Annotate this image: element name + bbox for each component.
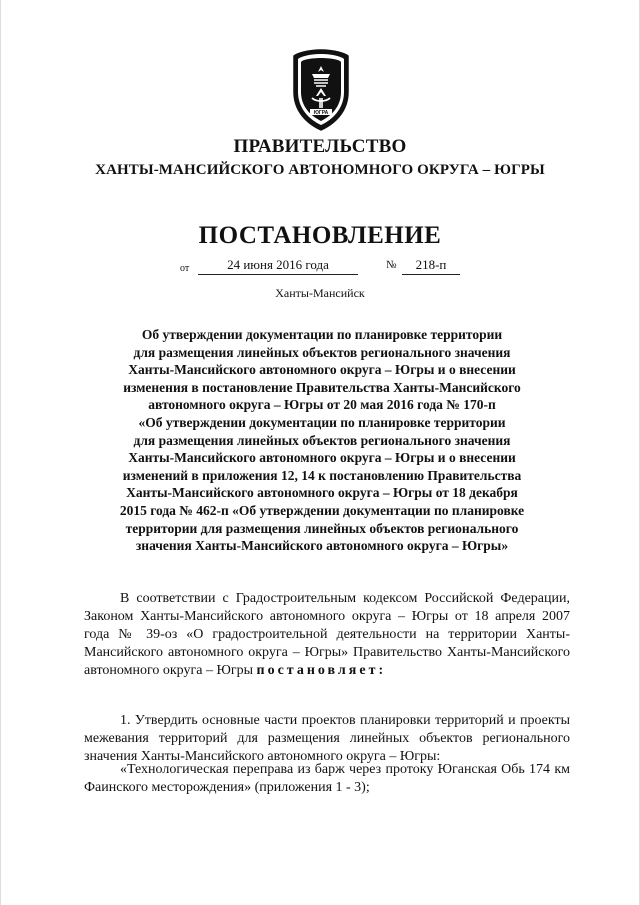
heading-line: изменений в приложения 12, 14 к постановлению Правительства (122, 467, 522, 483)
document-date: 24 июня 2016 года (198, 257, 358, 275)
document-number: 218-п (402, 257, 460, 275)
preamble-text: В соответствии с Градостроительным кодексом Российской Федерации, Законом Ханты-Мансийского автономного округа – Югры от 18 апреля 2007 года № 39-оз «О градостроительной деятельности на территории Ханты-Мансийского автономного округа – Югры» Правительство Ханты-Мансийского автономного округа – Югры (84, 591, 570, 678)
preamble-paragraph (84, 590, 570, 680)
heading-line: значения Ханты-Мансийского автономного округа – Югры» (135, 538, 509, 554)
document-city: Ханты-Мансийск (275, 286, 365, 300)
heading-line: изменения в постановление Правительства Ханты-Мансийского (123, 379, 521, 395)
clause-1-paragraph: 1. Утвердить основные части проектов планировки территорий и проекты межевания территорий для размещения линейных объектов регионального значения Ханты-Мансийского автономного округа – Югры: (84, 713, 570, 764)
emblem-text: ЮГРА (313, 110, 329, 116)
number-label: № (386, 259, 397, 271)
heading-line: для размещения линейных объектов регионального значения (133, 432, 511, 448)
document-heading (80, 326, 564, 555)
government-subtitle: ХАНТЫ-МАНСИЙСКОГО АВТОНОМНОГО ОКРУГА – ЮГРЫ (95, 162, 545, 178)
heading-line: Ханты-Мансийского автономного округа – Югры и о внесении (128, 450, 516, 466)
decree-word: постановляет: (256, 663, 387, 678)
heading-line: Ханты-Мансийского автономного округа – Югры и о внесении (128, 362, 516, 378)
document-meta (180, 257, 480, 277)
government-title: ПРАВИТЕЛЬСТВО (233, 136, 407, 157)
heading-line: 2015 года № 462-п «Об утверждении документации по планировке (119, 502, 525, 518)
heading-line: для размещения линейных объектов регионального значения (133, 344, 511, 360)
date-label: от (180, 263, 190, 274)
heading-line: территории для размещения линейных объектов регионального (125, 520, 519, 536)
document-type: ПОСТАНОВЛЕНИЕ (198, 222, 442, 249)
clause-1-item-paragraph: «Технологическая переправа из барж через протоку Юганская Обь 174 км Фаинского месторождения» (приложения 1 - 3); (84, 762, 570, 795)
heading-line: Об утверждении документации по планировке территории (141, 327, 503, 342)
heading-line: «Об утверждении документации по планировке территории (138, 414, 506, 430)
khmao-coat-of-arms-icon (290, 48, 352, 132)
heading-line: Ханты-Мансийского автономного округа – Югры от 18 декабря (126, 485, 518, 501)
heading-line: автономного округа – Югры от 20 мая 2016 года № 170-п (148, 397, 496, 413)
